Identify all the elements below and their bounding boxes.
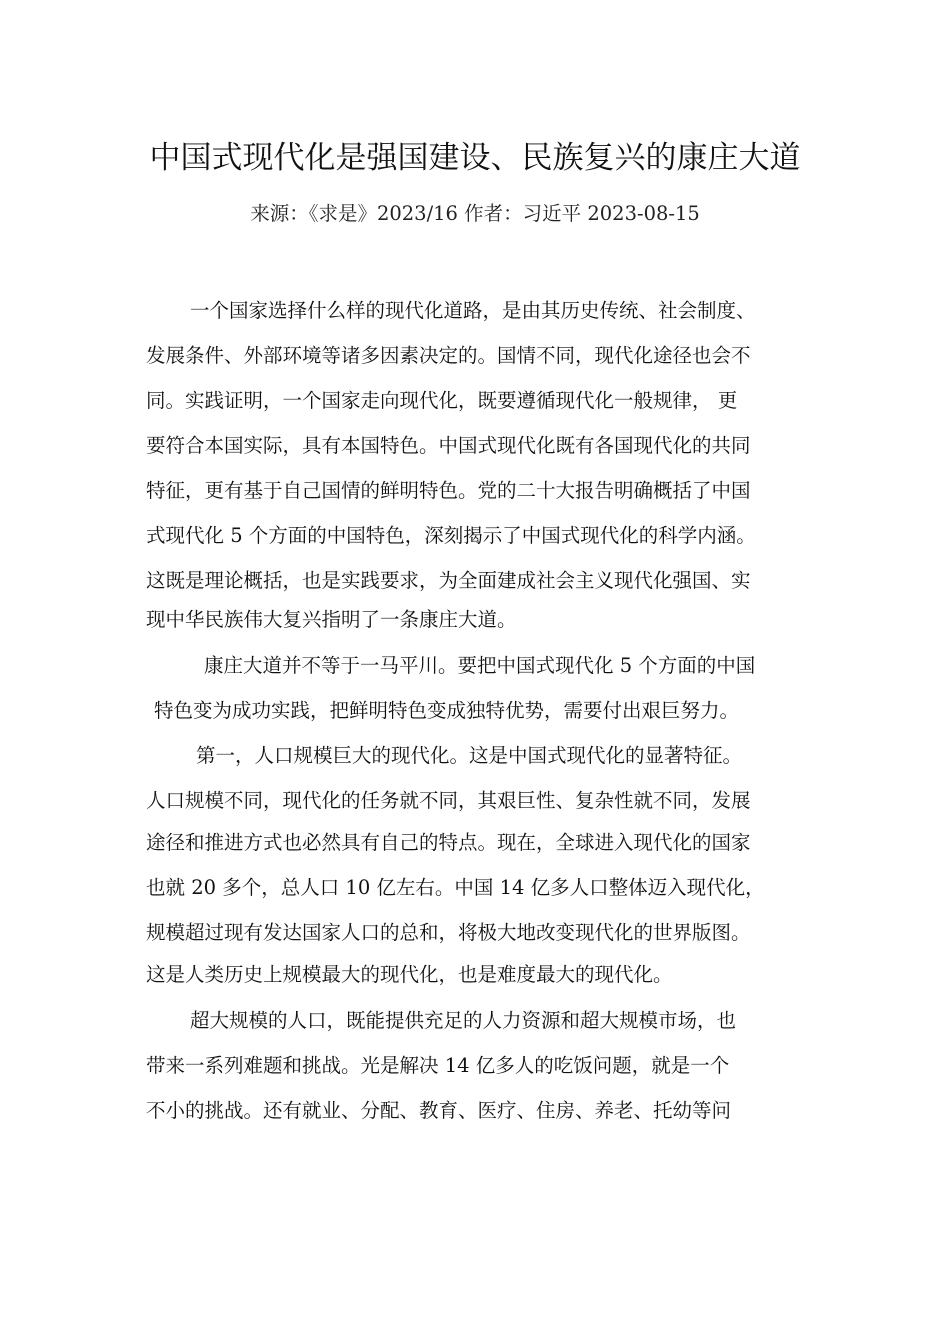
body-line: 要符合本国实际，具有本国特色。中国式现代化既有各国现代化的共同 — [146, 434, 751, 457]
body-line: 超大规模的人口，既能提供充足的人力资源和超大规模市场，也 — [190, 1009, 737, 1032]
document-byline: 来源：《求是》2023/16 作者：习近平 2023-08-15 — [250, 202, 700, 225]
body-line: 特征，更有基于自己国情的鲜明特色。党的二十大报告明确概括了中国 — [146, 479, 751, 502]
body-line: 也就 20 多个，总人口 10 亿左右。中国 14 亿多人口整体迈入现代化， — [146, 876, 765, 899]
body-line: 第一，人口规模巨大的现代化。这是中国式现代化的显著特征。 — [196, 744, 743, 767]
body-line: 一个国家选择什么样的现代化道路，是由其历史传统、社会制度、 — [190, 299, 756, 322]
body-line: 不小的挑战。还有就业、分配、教育、医疗、住房、养老、托幼等问 — [146, 1099, 732, 1122]
body-line: 特色变为成功实践，把鲜明特色变成独特优势，需要付出艰巨努力。 — [154, 699, 740, 722]
body-line: 现中华民族伟大复兴指明了一条康庄大道。 — [146, 608, 517, 631]
body-line: 带来一系列难题和挑战。光是解决 14 亿多人的吃饭问题，就是一个 — [146, 1054, 730, 1077]
body-line: 发展条件、外部环境等诸多因素决定的。国情不同，现代化途径也会不 — [146, 344, 751, 367]
body-line: 途径和推进方式也必然具有自己的特点。现在，全球进入现代化的国家 — [146, 831, 751, 854]
document-title: 中国式现代化是强国建设、民族复兴的康庄大道 — [149, 140, 801, 176]
body-line: 人口规模不同，现代化的任务就不同，其艰巨性、复杂性就不同，发展 — [146, 789, 751, 812]
body-line: 这既是理论概括，也是实践要求，为全面建成社会主义现代化强国、实 — [146, 569, 751, 592]
body-line: 同。实践证明，一个国家走向现代化，既要遵循现代化一般规律， 更 — [146, 389, 738, 412]
body-line: 康庄大道并不等于一马平川。要把中国式现代化 5 个方面的中国 — [204, 654, 756, 677]
body-line: 规模超过现有发达国家人口的总和，将极大地改变现代化的世界版图。 — [146, 921, 751, 944]
body-line: 这是人类历史上规模最大的现代化，也是难度最大的现代化。 — [146, 963, 673, 986]
body-line: 式现代化 5 个方面的中国特色，深刻揭示了中国式现代化的科学内涵。 — [146, 524, 756, 547]
